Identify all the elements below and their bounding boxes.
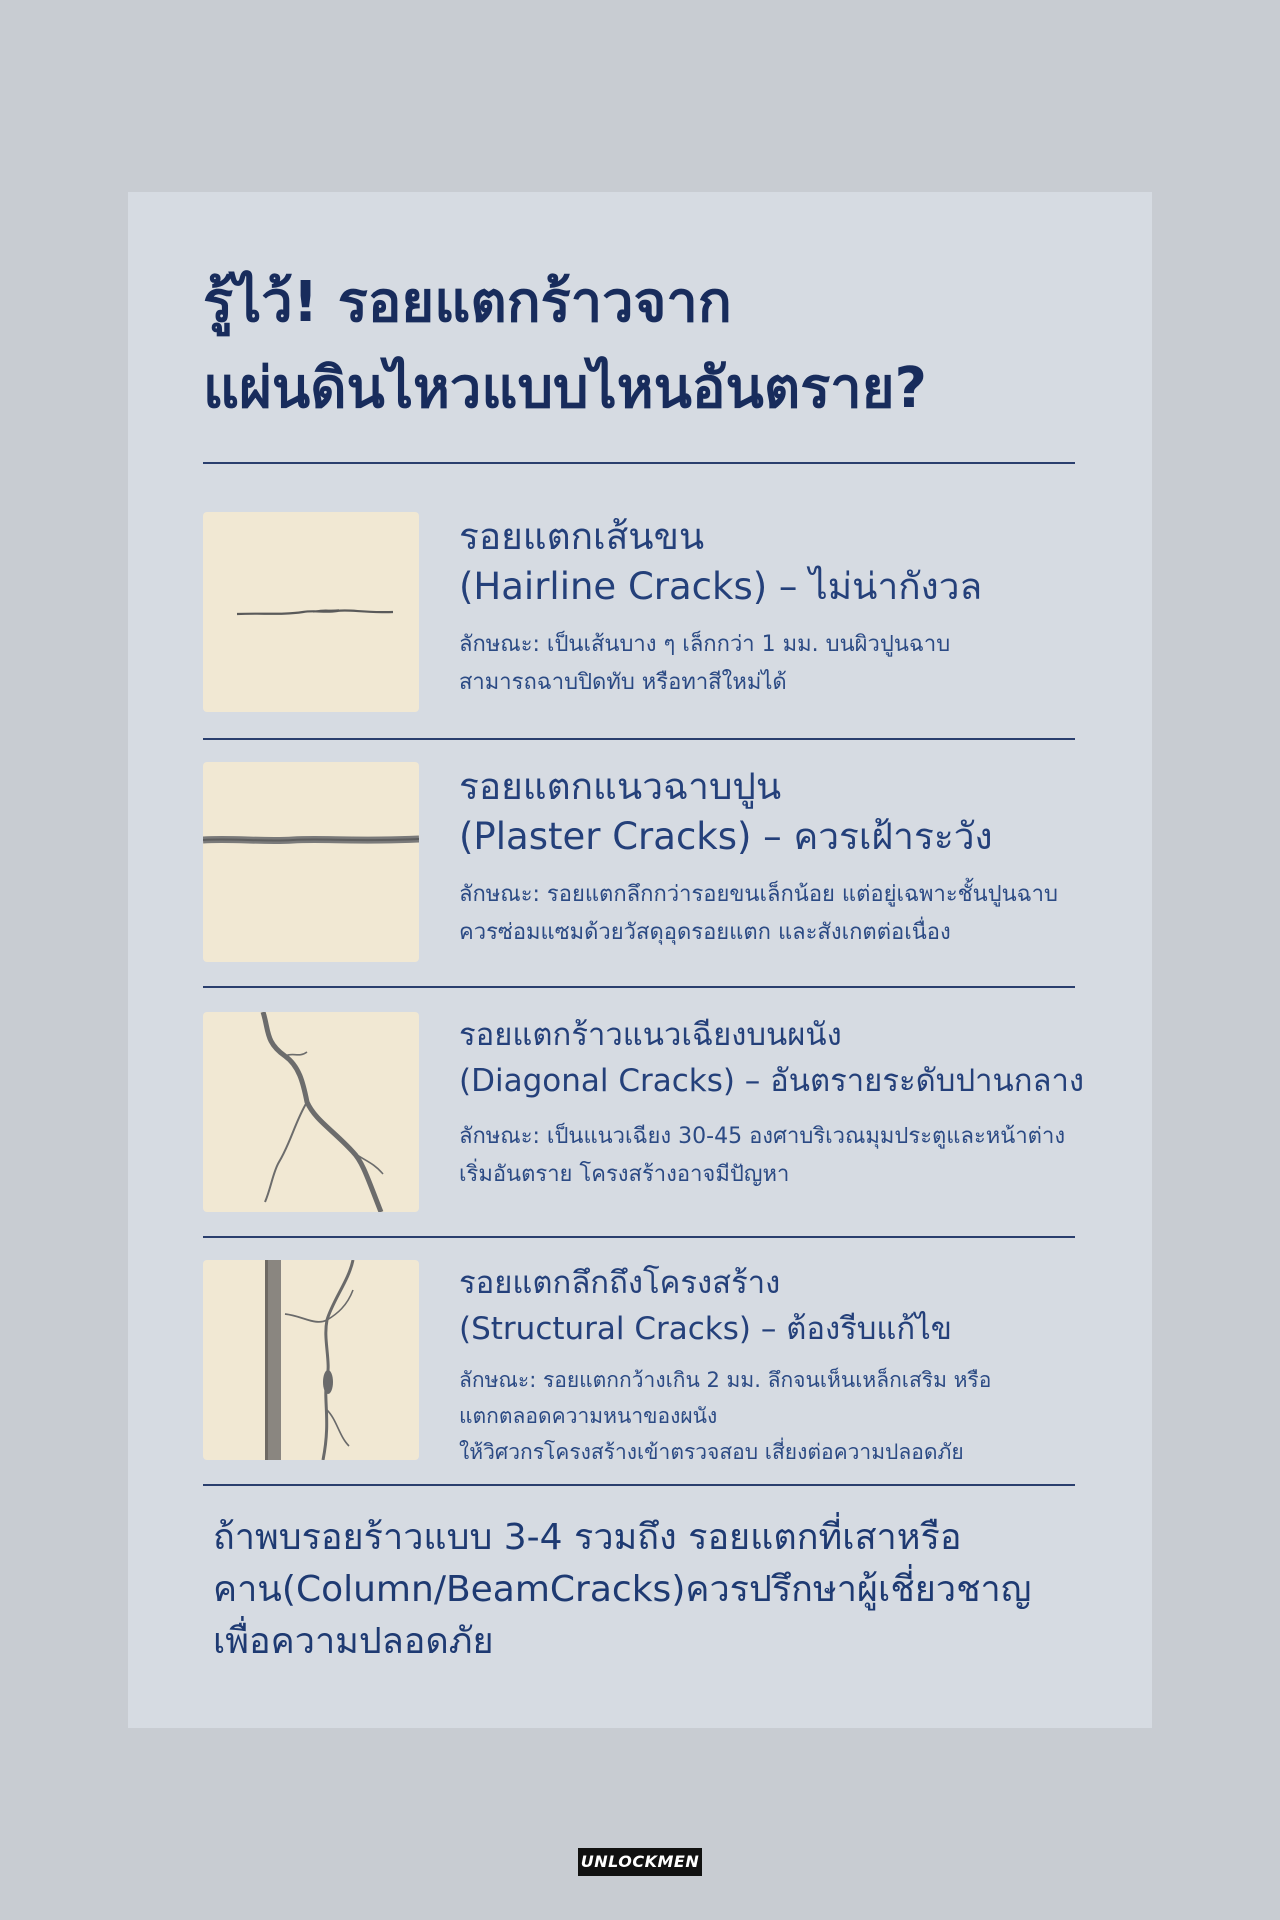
crack-item-hairline bbox=[203, 512, 1083, 712]
footer-line: คาน(Column/BeamCracks)ควรปรึกษาผู้เชี่ยวชาญ bbox=[213, 1569, 1032, 1610]
plaster-crack-icon bbox=[203, 762, 419, 962]
divider bbox=[203, 462, 1075, 464]
heading-thai: รอยแตกร้าวแนวเฉียงบนผนัง bbox=[459, 1017, 842, 1053]
title-line-1: รู้ไว้! รอยแตกร้าวจาก bbox=[203, 270, 732, 335]
divider bbox=[203, 738, 1075, 740]
crack-item-text bbox=[459, 1260, 1099, 1470]
heading-thai: รอยแตกลึกถึงโครงสร้าง bbox=[459, 1265, 781, 1301]
heading-english: (Structural Cracks) – ต้องรีบแก้ไข bbox=[459, 1311, 952, 1347]
description-line: ให้วิศวกรโครงสร้างเข้าตรวจสอบ เสี่ยงต่อความปลอดภัย bbox=[459, 1440, 964, 1464]
crack-item-heading bbox=[459, 1012, 1099, 1104]
heading-english: (Plaster Cracks) – ควรเฝ้าระวัง bbox=[459, 815, 993, 858]
heading-thai: รอยแตกเส้นขน bbox=[459, 515, 705, 558]
description-line: ควรซ่อมแซมด้วยวัสดุอุดรอยแตก และสังเกตต่อเนื่อง bbox=[459, 920, 951, 945]
infographic-panel bbox=[128, 192, 1152, 1728]
description-line: ลักษณะ: รอยแตกลึกกว่ารอยขนเล็กน้อย แต่อยู่เฉพาะชั้นปูนฉาบ bbox=[459, 882, 1058, 907]
diagonal-crack-icon bbox=[203, 1012, 419, 1212]
heading-thai: รอยแตกแนวฉาบปูน bbox=[459, 765, 782, 808]
footer-line: ถ้าพบรอยร้าวแบบ 3-4 รวมถึง รอยแตกที่เสาหรือ bbox=[213, 1517, 962, 1558]
description-line: ลักษณะ: เป็นเส้นบาง ๆ เล็กกว่า 1 มม. บนผิวปูนฉาบ bbox=[459, 632, 951, 657]
title-line-2: แผ่นดินไหวแบบไหนอันตราย? bbox=[203, 356, 928, 421]
crack-item-description bbox=[459, 1118, 1099, 1194]
description-line: แตกตลอดความหนาของผนัง bbox=[459, 1404, 718, 1428]
description-line: สามารถฉาบปิดทับ หรือทาสีใหม่ได้ bbox=[459, 670, 787, 695]
heading-english: (Hairline Cracks) – ไม่น่ากังวล bbox=[459, 565, 983, 608]
crack-item-heading bbox=[459, 512, 1099, 612]
footer-advice bbox=[213, 1512, 1093, 1668]
crack-item-text bbox=[459, 512, 1099, 702]
crack-item-description bbox=[459, 626, 1099, 702]
crack-item-description bbox=[459, 876, 1099, 952]
divider bbox=[203, 1236, 1075, 1238]
crack-item-heading bbox=[459, 762, 1099, 862]
heading-english: (Diagonal Cracks) – อันตรายระดับปานกลาง bbox=[459, 1063, 1085, 1099]
page-title bbox=[203, 260, 1083, 432]
crack-item-structural bbox=[203, 1260, 1083, 1464]
description-line: ลักษณะ: รอยแตกกว้างเกิน 2 มม. ลึกจนเห็นเหล็กเสริม หรือ bbox=[459, 1368, 992, 1392]
crack-item-plaster bbox=[203, 762, 1083, 962]
crack-item-description bbox=[459, 1362, 1099, 1470]
description-line: เริ่มอันตราย โครงสร้างอาจมีปัญหา bbox=[459, 1162, 790, 1187]
crack-item-heading bbox=[459, 1260, 1099, 1352]
description-line: ลักษณะ: เป็นแนวเฉียง 30-45 องศาบริเวณมุมประตูและหน้าต่าง bbox=[459, 1124, 1066, 1149]
footer-line: เพื่อความปลอดภัย bbox=[213, 1621, 494, 1662]
crack-item-text bbox=[459, 762, 1099, 952]
brand-logo: UNLOCKMEN bbox=[578, 1848, 702, 1876]
divider bbox=[203, 986, 1075, 988]
divider bbox=[203, 1484, 1075, 1486]
structural-crack-icon bbox=[203, 1260, 419, 1460]
crack-item-diagonal bbox=[203, 1012, 1083, 1212]
crack-item-text bbox=[459, 1012, 1099, 1194]
hairline-crack-icon bbox=[203, 512, 419, 712]
